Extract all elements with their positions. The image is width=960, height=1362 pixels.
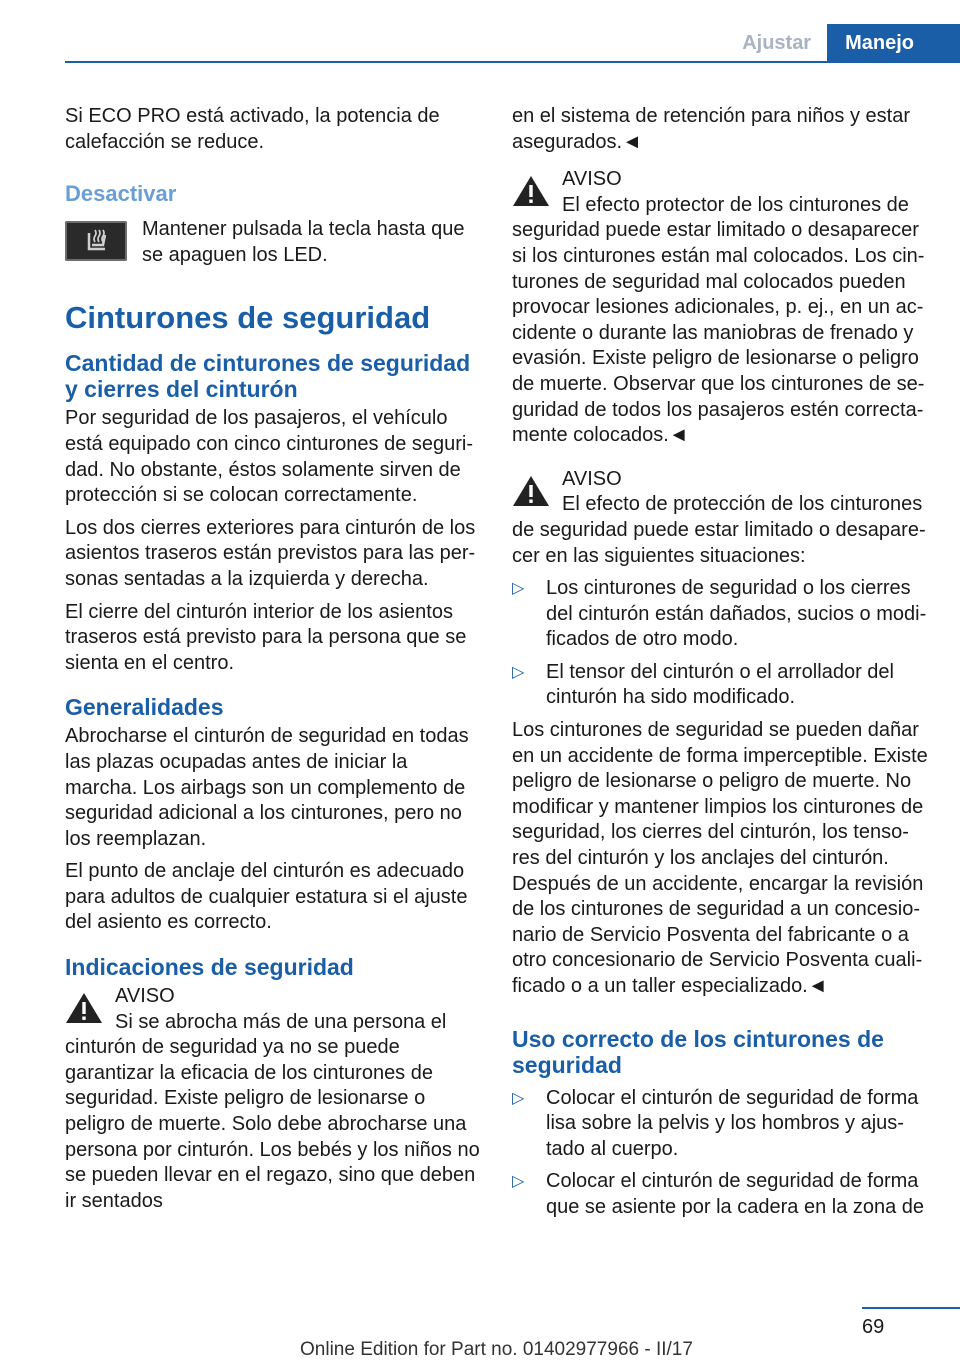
warning-text: El efecto de protección de los cinturones de seguridad puede estar limitado o desaparecer en las siguientes situaciones: xyxy=(512,493,926,567)
right-column xyxy=(512,104,928,1228)
deactivate-text: Mantener pulsada la tecla hasta que se apaguen los LED. xyxy=(142,218,465,266)
warning-triangle-icon xyxy=(512,471,550,511)
warning-title: AVISO xyxy=(562,168,622,191)
edition-footer: Online Edition for Part no. 01402977966 - II/17 xyxy=(300,1339,693,1360)
belt-count-paragraph: Los dos cierres exteriores para cinturón de los asientos traseros están previstos para las personas sentadas a la izquierda y derecha. xyxy=(65,516,476,590)
belt-count-heading: Cantidad de cinturones de seguridad y cierres del cinturón xyxy=(65,350,471,403)
safety-heading: Indicaciones de seguridad xyxy=(65,954,354,981)
belt-count-paragraph: El cierre del cinturón interior de los asientos traseros está previsto para la persona que se sienta en el centro. xyxy=(65,600,467,674)
triangle-bullet-icon: ▷ xyxy=(512,1089,525,1107)
tab-manejo[interactable]: Manejo xyxy=(827,24,960,62)
deactivate-instruction xyxy=(65,217,480,268)
warning-triangle-icon xyxy=(512,171,550,211)
warning-block xyxy=(65,984,480,1214)
eco-pro-note: Si ECO PRO está activado, la potencia de calefacción se reduce. xyxy=(65,105,440,153)
correct-use-list xyxy=(512,1086,928,1221)
general-heading: Generalidades xyxy=(65,694,224,721)
list-item: ▷ El tensor del cinturón o el arrollador del cinturón ha sido modificado. xyxy=(512,660,894,709)
list-item: ▷ Colocar el cinturón de seguridad de forma lisa sobre la pelvis y los hombros y ajustado al cuerpo. xyxy=(512,1086,919,1160)
warning-title: AVISO xyxy=(562,467,622,490)
triangle-bullet-icon: ▷ xyxy=(512,1173,525,1191)
seat-heating-button-icon xyxy=(65,221,127,261)
warning-text: Si se abrocha más de una persona el cinturón de seguridad ya no se puede garantizar la eficacia de los cinturones de seguridad. Existe peligro de lesionarse o peligro de muerte. Solo debe abrocharse una persona por cinturón. Los bebés y los niños no se pueden llevar en el regazo, sino que deben ir sentados xyxy=(65,1010,480,1212)
warning-block xyxy=(512,167,928,449)
deactivate-heading: Desactivar xyxy=(65,181,177,207)
belt-count-paragraph: Por seguridad de los pasajeros, el vehículo está equipado con cinco cinturones de seguridad. No obstante, éstos solamente sirven de protección si se colocan correctamente. xyxy=(65,407,474,507)
continuation-text: en el sistema de retención para niños y estar asegurados.◄ xyxy=(512,105,910,153)
page-number: 69 xyxy=(862,1316,885,1338)
warning-after-text: Los cinturones de seguridad se pueden dañar en un accidente de forma imperceptible. Existe peligro de lesionarse o peligro de muerte. No modificar y mantener limpios los cinturones de seguridad, los cierres del cinturón, los tensores del cinturón y los anclajes del cinturón. Después de un accidente, encargar la revisión de los cinturones de seguridad a un concesionario de Servicio Posventa del fabricante o a otro concesionario de Servicio Posventa cualificado o a un taller especializado.◄ xyxy=(512,719,928,997)
warning-triangle-icon xyxy=(65,988,103,1028)
correct-use-heading: Uso correcto de los cinturones de seguridad xyxy=(512,1025,884,1078)
tab-ajustar[interactable]: Ajustar xyxy=(742,32,812,54)
warning-title: AVISO xyxy=(115,985,175,1008)
list-item: ▷ Colocar el cinturón de seguridad de forma que se asiente por la cadera en la zona de xyxy=(512,1170,925,1218)
list-item: ▷ Los cinturones de seguridad o los cierres del cinturón están dañados, sucios o modificados de otro modo. xyxy=(512,577,927,651)
left-column xyxy=(65,104,480,1221)
general-paragraph: El punto de anclaje del cinturón es adecuado para adultos de cualquier estatura si el ajuste del asiento es correcto. xyxy=(65,860,468,934)
warning-block xyxy=(512,467,928,569)
general-paragraph: Abrocharse el cinturón de seguridad en todas las plazas ocupadas antes de iniciar la marcha. Los airbags son un complemento de seguridad adicional a los cinturones, pero no los reemplazan. xyxy=(65,725,469,850)
header-rule xyxy=(65,61,960,63)
warning-text: El efecto protector de los cinturones de seguridad puede estar limitado o desaparecer si los cinturones están mal colocados. Los cinturones de seguridad mal colocados pueden provocar lesiones adicionales, p. ej., en un accidente o durante las maniobras de frenado y evasión. Existe peligro de lesionarse o peligro de muerte. Observar que los cinturones de seguridad de todos los pasajeros estén correctamente colocados.◄ xyxy=(512,193,925,447)
section-title: Cinturones de seguridad xyxy=(65,300,431,336)
triangle-bullet-icon: ▷ xyxy=(512,580,525,598)
situation-list xyxy=(512,576,928,711)
header-tabs xyxy=(726,24,960,62)
footer-rule xyxy=(862,1307,960,1309)
triangle-bullet-icon: ▷ xyxy=(512,663,525,681)
